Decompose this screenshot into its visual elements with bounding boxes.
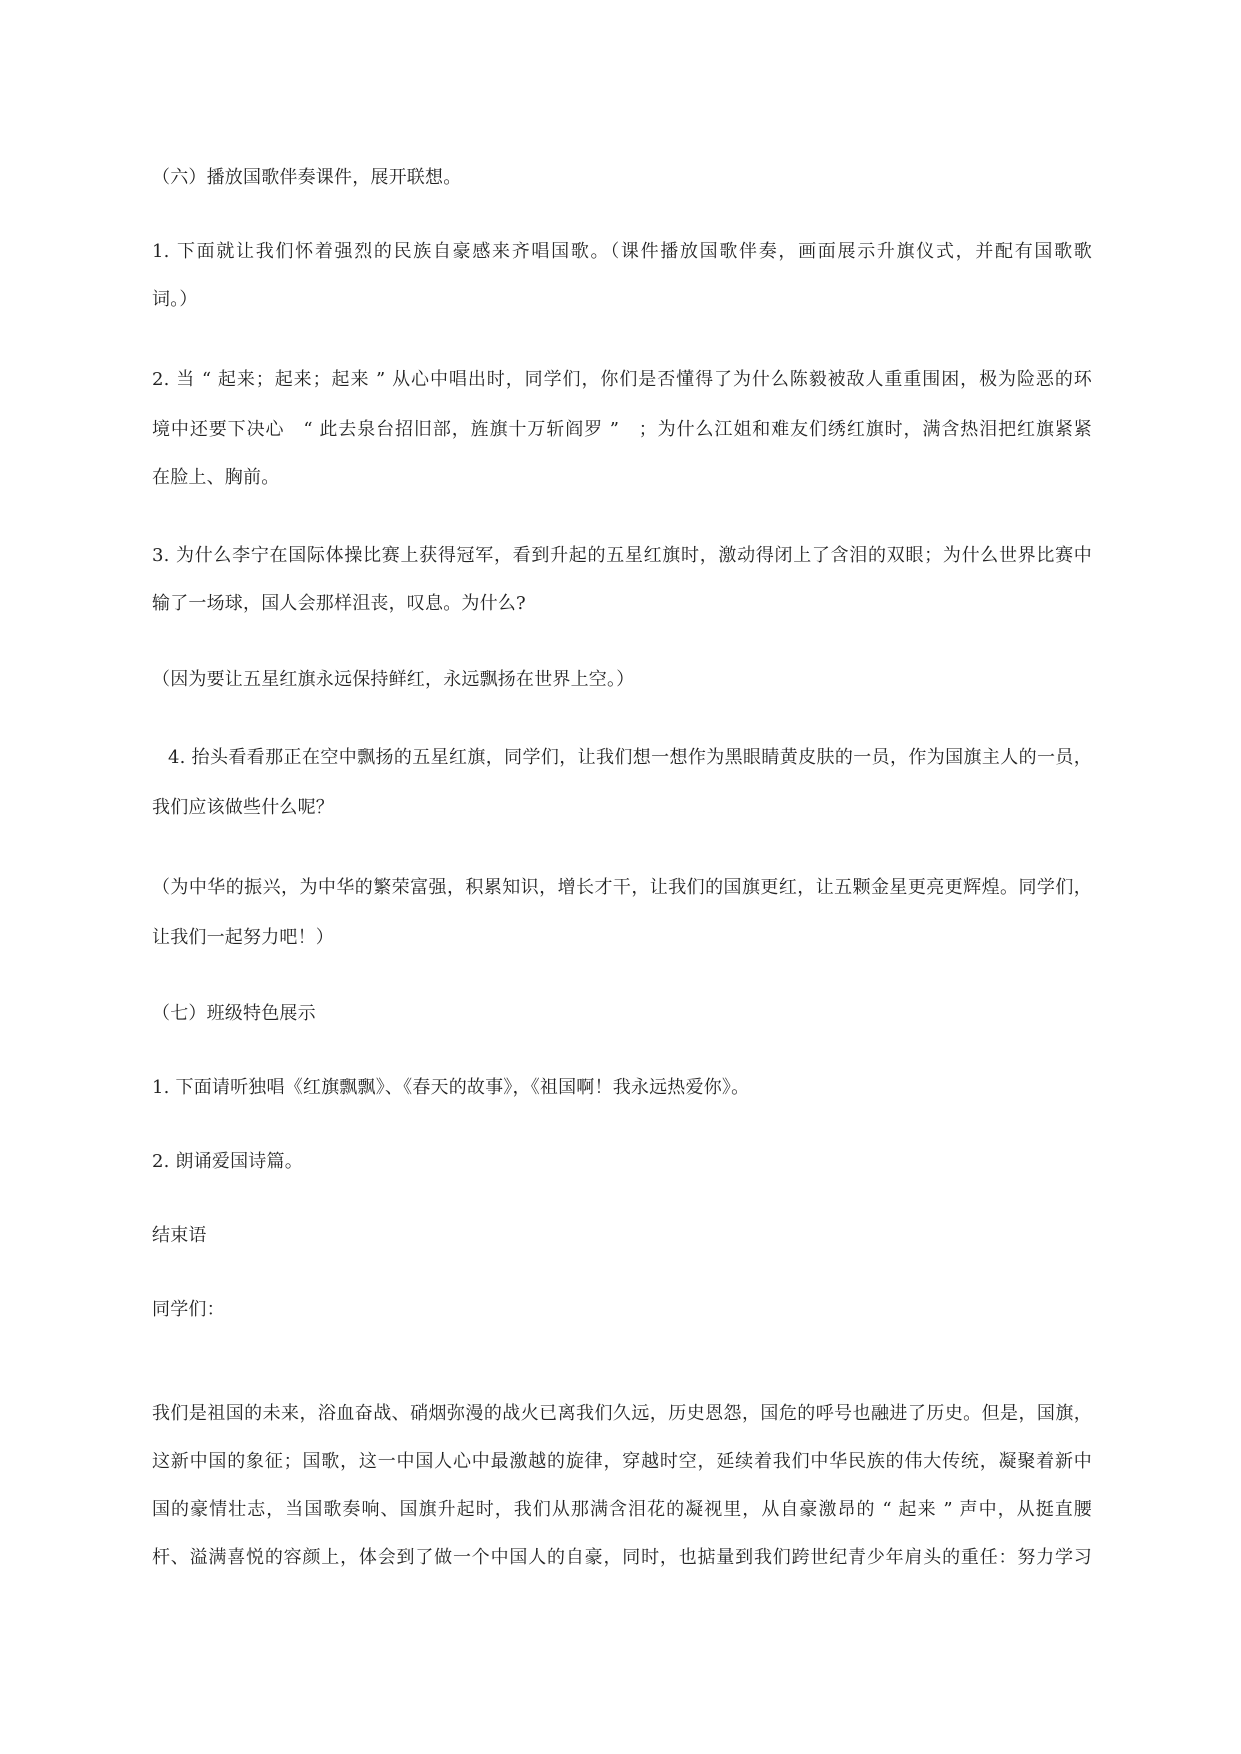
section-heading-six: （六）播放国歌伴奏课件，展开联想。	[152, 167, 462, 188]
closing-paragraph-line-4: 杆、溢满喜悦的容颜上，体会到了做一个中国人的自豪，同时，也掂量到我们跨世纪青少年肩头的重任：努力学习	[152, 1547, 1092, 1568]
item-2: 2. 朗诵爱国诗篇。	[152, 1151, 303, 1172]
paragraph-2-line-2: 境中还要下决心 “ 此去泉台招旧部，旌旗十万斩阎罗 ” ；为什么江姐和难友们绣红旗时，满含热泪把红旗紧紧	[152, 419, 1092, 440]
closing-paragraph-line-2: 这新中国的象征；国歌，这一中国人心中最激越的旋律，穿越时空，延续着我们中华民族的伟大传统，凝聚着新中	[152, 1451, 1092, 1472]
closing-paragraph-line-1: 我们是祖国的未来，浴血奋战、硝烟弥漫的战火已离我们久远，历史恩怨，国危的呼号也融进了历史。但是，国旗，	[152, 1403, 1092, 1424]
item-1: 1. 下面请听独唱《红旗飘飘》、《春天的故事》，《祖国啊！我永远热爱你》。	[152, 1077, 750, 1098]
paragraph-3-line-1: 3. 为什么李宁在国际体操比赛上获得冠军，看到升起的五星红旗时，激动得闭上了含泪的双眼；为什么世界比赛中	[152, 545, 1092, 566]
closing-heading: 结束语	[152, 1225, 207, 1246]
paragraph-4-answer-line-1: （为中华的振兴，为中华的繁荣富强，积累知识，增长才干，让我们的国旗更红，让五颗金星更亮更辉煌。同学们，	[152, 877, 1092, 898]
closing-salutation: 同学们：	[152, 1299, 225, 1320]
paragraph-2-line-1: 2. 当 “ 起来；起来；起来 ” 从心中唱出时，同学们，你们是否懂得了为什么陈毅被敌人重重围困，极为险恶的环	[152, 369, 1092, 390]
paragraph-4-line-2: 我们应该做些什么呢？	[152, 797, 334, 818]
paragraph-4-answer-line-2: 让我们一起努力吧！）	[152, 927, 334, 948]
paragraph-4-line-1: 4. 抬头看看那正在空中飘扬的五星红旗，同学们，让我们想一想作为黑眼睛黄皮肤的一员，作为国旗主人的一员，	[168, 747, 1092, 768]
paragraph-1-line-1: 1. 下面就让我们怀着强烈的民族自豪感来齐唱国歌。（课件播放国歌伴奏，画面展示升旗仪式，并配有国歌歌	[152, 241, 1092, 262]
closing-paragraph-line-3: 国的豪情壮志，当国歌奏响、国旗升起时，我们从那满含泪花的凝视里，从自豪激昂的 “ 起来 ” 声中，从挺直腰	[152, 1499, 1092, 1520]
paragraph-3-answer: （因为要让五星红旗永远保持鲜红，永远飘扬在世界上空。）	[152, 669, 635, 690]
paragraph-3-line-2: 输了一场球，国人会那样沮丧，叹息。为什么?	[152, 593, 526, 614]
paragraph-2-line-3: 在脸上、胸前。	[152, 467, 280, 488]
paragraph-1-line-2: 词。）	[152, 289, 198, 310]
section-heading-seven: （七）班级特色展示	[152, 1003, 316, 1024]
